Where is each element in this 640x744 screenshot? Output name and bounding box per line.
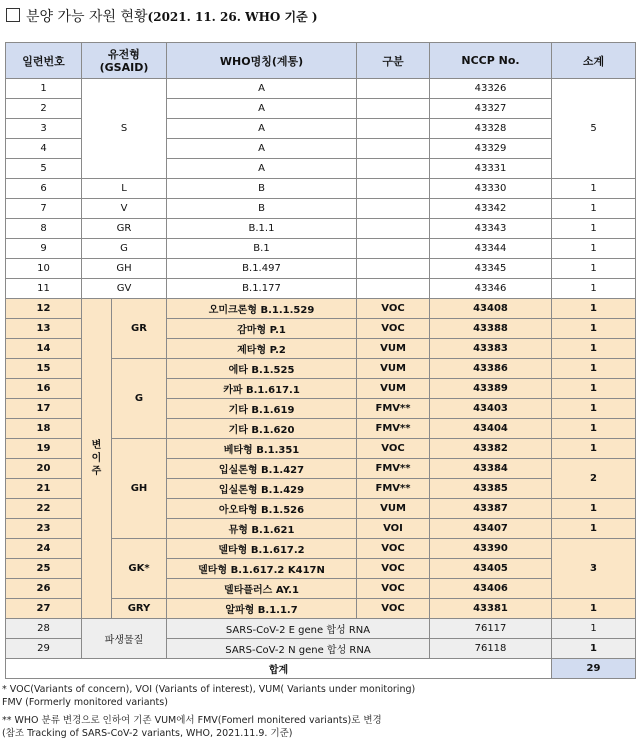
table-row: 10 GH B.1.497 43345 1 [6, 259, 636, 279]
table-row: 13 감마형 P.1 VOC 43388 1 [6, 319, 636, 339]
table-row: 24 GK* 델타형 B.1.617.2 VOC 43390 3 [6, 539, 636, 559]
total-row: 합계 29 [6, 659, 636, 679]
table-row: 22 아오타형 B.1.526 VUM 43387 1 [6, 499, 636, 519]
table-row: 17 기타 B.1.619 FMV** 43403 1 [6, 399, 636, 419]
table-row: 5 A 43331 [6, 159, 636, 179]
table-row: 15 G 에타 B.1.525 VUM 43386 1 [6, 359, 636, 379]
checkbox-square-icon [6, 8, 20, 22]
table-row: 1 S A 43326 5 [6, 79, 636, 99]
table-row: 28 파생물질 SARS-CoV-2 E gene 합성 RNA 76117 1 [6, 619, 636, 639]
resource-table [5, 42, 636, 679]
header-row [6, 43, 636, 79]
table-row: 2 A 43327 [6, 99, 636, 119]
col-subtotal: 소계 [552, 43, 636, 79]
col-category: 구분 [357, 43, 430, 79]
table-row: 26 델타플러스 AY.1 VOC 43406 [6, 579, 636, 599]
table-row: 12 변 이 주 GR 오미크론형 B.1.1.529 VOC 43408 1 [6, 299, 636, 319]
table-row: 4 A 43329 [6, 139, 636, 159]
table-row: 9 G B.1 43344 1 [6, 239, 636, 259]
footnotes: * VOC(Variants of concern), VOI (Variants of interest), VUM( Variants under monitoring) FMV (Formerly monitored variants) ** WHO 분류 변경으로 인하여 기존 VUM에서 FMV(Fomerl monitered variants)로 변경 (참조 Tracking of SARS-CoV-2 variants, WHO, 2021.11.9. 기준) [2, 684, 416, 739]
title-main: 분양 가능 자원 현황 [26, 9, 148, 25]
table-row: 16 카파 B.1.617.1 VUM 43389 1 [6, 379, 636, 399]
table-row: 20 입실론형 B.1.427 FMV** 43384 2 [6, 459, 636, 479]
table-row: 18 기타 B.1.620 FMV** 43404 1 [6, 419, 636, 439]
col-no: 일련번호 [6, 43, 82, 79]
table-row: 29 SARS-CoV-2 N gene 합성 RNA 76118 1 [6, 639, 636, 659]
table-row: 7 V B 43342 1 [6, 199, 636, 219]
table-row: 25 델타형 B.1.617.2 K417N VOC 43405 [6, 559, 636, 579]
table-row: 8 GR B.1.1 43343 1 [6, 219, 636, 239]
variant-group-label: 변 이 주 [82, 299, 112, 619]
table-row: 19 GH 베타형 B.1.351 VOC 43382 1 [6, 439, 636, 459]
table-row: 23 뮤형 B.1.621 VOI 43407 1 [6, 519, 636, 539]
table-row: 6 L B 43330 1 [6, 179, 636, 199]
title-date: (2021. 11. 26. WHO 기준 ) [147, 10, 318, 24]
page-title [6, 6, 318, 28]
table-row: 3 A 43328 [6, 119, 636, 139]
col-who: WHO명칭(계통) [167, 43, 357, 79]
table-row: 14 제타형 P.2 VUM 43383 1 [6, 339, 636, 359]
table-row: 11 GV B.1.177 43346 1 [6, 279, 636, 299]
col-genotype: 유전형 (GSAID) [82, 43, 167, 79]
col-nccp: NCCP No. [430, 43, 552, 79]
table-row: 21 입실론형 B.1.429 FMV** 43385 [6, 479, 636, 499]
table-row: 27 GRY 알파형 B.1.1.7 VOC 43381 1 [6, 599, 636, 619]
